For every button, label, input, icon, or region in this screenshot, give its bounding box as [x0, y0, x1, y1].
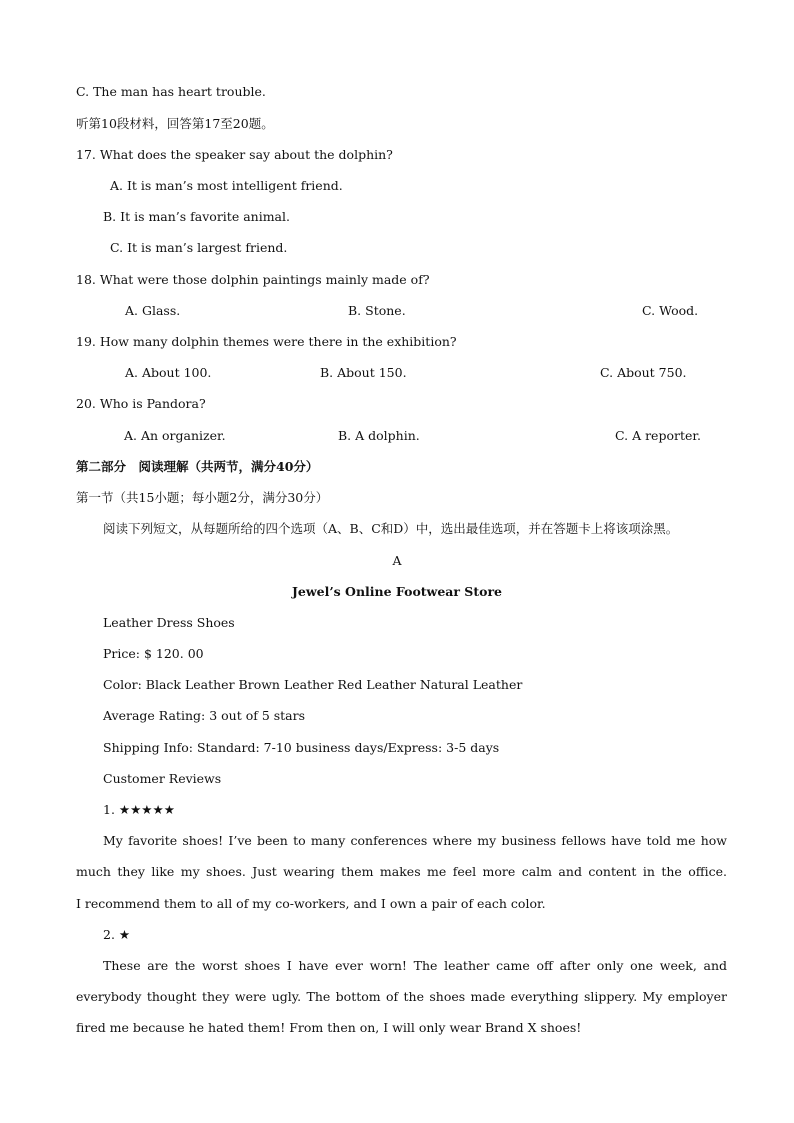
q20-option-b: B. A dolphin. — [338, 428, 420, 443]
review-1-line-2: much they like my shoes. Just wearing them makes me feel more calm and content in the office. — [76, 864, 727, 879]
q19-option-c: C. About 750. — [600, 365, 687, 380]
review-1-line-1: My favorite shoes! I’ve been to many conferences where my business fellows have told me how — [103, 833, 727, 848]
q18-option-a: A. Glass. — [125, 303, 181, 318]
product-price: Price: $ 120. 00 — [103, 646, 204, 661]
question-19 — [76, 334, 457, 350]
passage-letter: A — [392, 553, 402, 568]
reading-instruction: 阅读下列短文，从每题所给的四个选项（A、B、C和D）中，选出最佳选项，并在答题卡上将该项涂黑。 — [103, 521, 679, 536]
question-text: What does the speaker say about the dolphin? — [99, 147, 393, 162]
question-number: 19. — [76, 334, 96, 349]
product-rating: Average Rating: 3 out of 5 stars — [103, 708, 306, 723]
product-color: Color: Black Leather Brown Leather Red Leather Natural Leather — [103, 677, 523, 692]
product-name: Leather Dress Shoes — [103, 615, 235, 630]
question-number: 18. — [76, 272, 96, 287]
part2-heading: 第二部分 阅读理解（共两节，满分40分） — [76, 459, 319, 474]
question-text: What were those dolphin paintings mainly made of? — [99, 272, 430, 287]
q19-option-a: A. About 100. — [125, 365, 212, 380]
store-title: Jewel’s Online Footwear Store — [291, 584, 502, 599]
q19-option-b: B. About 150. — [320, 365, 407, 380]
review-1-line-3: I recommend them to all of my co-workers, and I own a pair of each color. — [76, 896, 546, 911]
question-18 — [76, 272, 430, 288]
reviews-heading: Customer Reviews — [103, 771, 222, 786]
q18-option-b: B. Stone. — [348, 303, 406, 318]
question-20 — [76, 396, 206, 412]
q17-option-b: B. It is man’s favorite animal. — [103, 209, 290, 224]
q20-option-a: A. An organizer. — [124, 428, 226, 443]
question-text: Who is Pandora? — [99, 396, 206, 411]
review-2-line-1: These are the worst shoes I have ever worn! The leather came off after only one week, and — [103, 958, 727, 973]
passage10-instruction: 听第10段材料，回答第17至20题。 — [76, 116, 274, 131]
q17-option-a: A. It is man’s most intelligent friend. — [110, 178, 343, 193]
section1-heading: 第一节（共15小题；每小题2分，满分30分） — [76, 490, 329, 505]
q18-option-c: C. Wood. — [642, 303, 699, 318]
question-17 — [76, 147, 393, 163]
question-number: 17. — [76, 147, 96, 162]
review-1-stars: 1. ★★★★★ — [103, 802, 175, 817]
question-number: 20. — [76, 396, 96, 411]
prev-option-c: C. The man has heart trouble. — [76, 84, 266, 99]
review-2-line-3: fired me because he hated them! From then on, I will only wear Brand X shoes! — [76, 1020, 582, 1035]
review-2-stars: 2. ★ — [103, 927, 131, 942]
question-text: How many dolphin themes were there in the exhibition? — [99, 334, 457, 349]
q17-option-c: C. It is man’s largest friend. — [110, 240, 288, 255]
review-2-line-2: everybody thought they were ugly. The bottom of the shoes made everything slippery. My employer — [76, 989, 727, 1004]
q20-option-c: C. A reporter. — [615, 428, 701, 443]
product-shipping: Shipping Info: Standard: 7-10 business days/Express: 3-5 days — [103, 740, 500, 755]
